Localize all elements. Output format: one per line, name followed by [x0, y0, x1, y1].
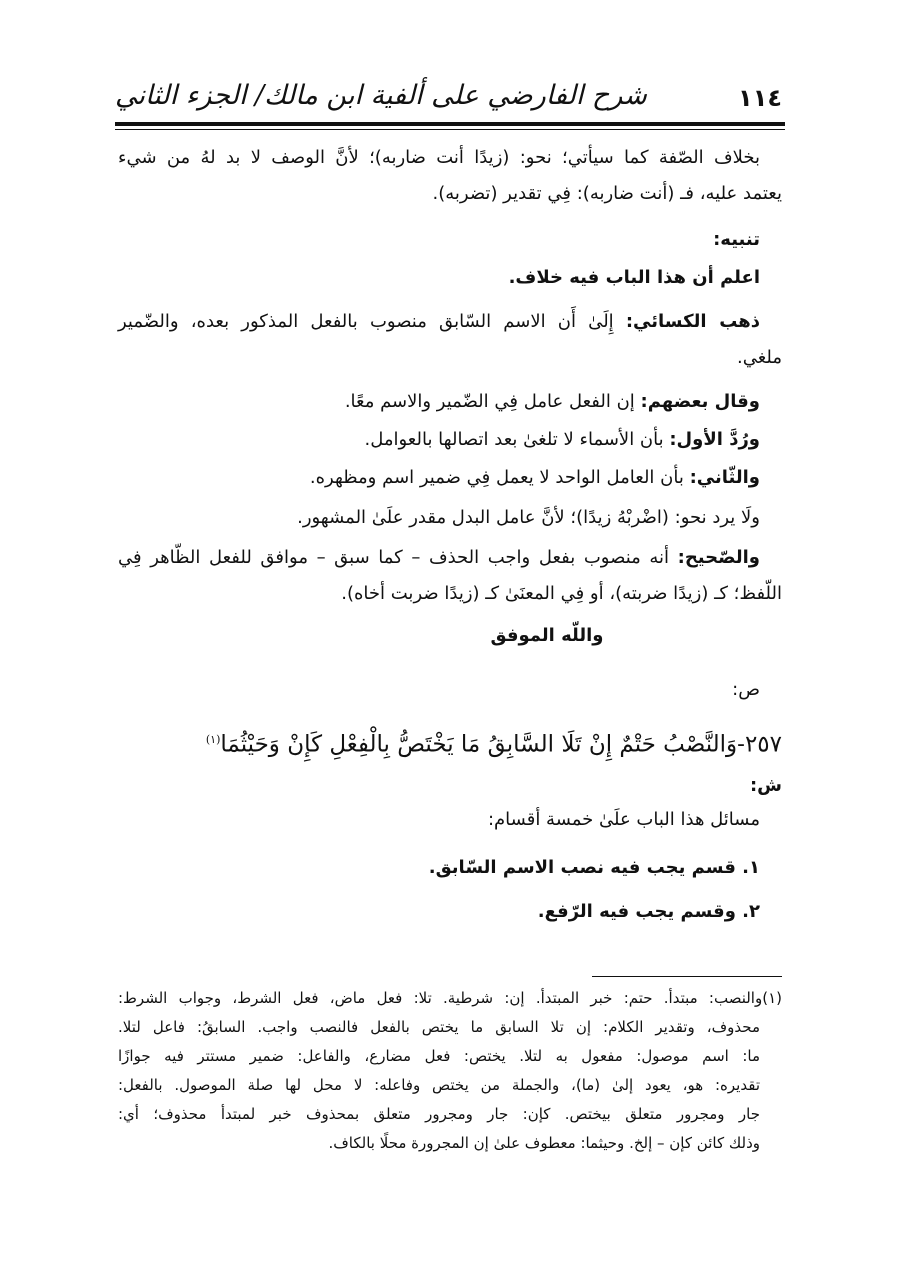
text-line: وقال بعضهم: إن الفعل عامل فِي الضّمير والاسم معًا.: [344, 391, 760, 412]
page-number: ١١٤: [738, 84, 782, 112]
text-line: ذهب الكسائي: إِلَىٰ أَن الاسم السّابق منصوب بالفعل المذكور بعده، والضّمير: [118, 311, 760, 332]
footnote-rule: [592, 976, 782, 977]
footnote-marker: (١): [205, 733, 221, 746]
text-line: والثّاني: بأن العامل الواحد لا يعمل فِي ضمير اسم ومظهره.: [309, 467, 760, 488]
footnote-line: جار ومجرور متعلق بيختص. كإن: جار ومجرور متعلق بمحذوف خبر لمبتدأ محذوف؛ أي:: [118, 1105, 760, 1123]
text-line: يعتمد عليه، فـ (أنت ضاربه): فِي تقدير (تضربه).: [432, 183, 782, 204]
poem-verse: ٢٥٧-وَالنَّصْبُ حَتْمٌ إِنْ تَلَا السَّابِقُ مَا يَخْتَصُّ بِالْفِعْلِ كَإِنْ وَحَيْثُمَا$^{(١)}$: [205, 731, 782, 758]
closing-phrase: واللّه الموفق: [490, 625, 604, 646]
running-title: شرح الفارضي على ألفية ابن مالك/ الجزء الثاني: [115, 80, 647, 111]
text-line: ملغي.: [736, 347, 782, 368]
footnote-line: (١)والنصب: مبتدأ. حتم: خبر المبتدأ. إن: شرطية. تلا: فعل ماض، فعل الشرط، وجواب الشرط:: [118, 989, 782, 1007]
footnote-line: تقديره: هو، يعود إلىٰ (ما)، والجملة من يختص وفاعله: لا محل لها صلة الموصول. بالفعل:: [118, 1076, 760, 1094]
text-line: ولَا يرد نحو: (اضْربْهُ زيدًا)؛ لأنَّ عامل البدل مقدر علَىٰ المشهور.: [297, 507, 760, 528]
text-line: اعلم أن هذا الباب فيه خلاف.: [508, 267, 760, 288]
footnote-line: ما: اسم موصول: مفعول به لتلا. يختص: فعل مضارع، والفاعل: ضمير مستتر فيه جوازًا: [118, 1047, 760, 1065]
text-line: والصّحيح: أنه منصوب بفعل واجب الحذف – كما سبق – موافق للفعل الظّاهر فِي: [118, 547, 760, 568]
footnote-line: وذلك كائن كإن – إلخ. وحيثما: معطوف علىٰ إن المجرورة محلًا بالكاف.: [328, 1134, 760, 1152]
list-item: ٢. وقسم يجب فيه الرّفع.: [537, 901, 760, 922]
header-rule-thick: [115, 122, 785, 126]
sad-marker: ص:: [732, 679, 760, 700]
text-line: بخلاف الصّفة كما سيأتي؛ نحو: (زيدًا أنت ضاربه)؛ لأنَّ الوصف لا بد لهُ من شيء: [118, 147, 760, 168]
footnote-line: محذوف، وتقدير الكلام: إن تلا السابق ما يختص بالفعل فالنصب واجب. السابقُ: فاعل لتلا.: [118, 1018, 760, 1036]
section-heading: تنبيه:: [713, 229, 760, 250]
text-line: ورُدَّ الأول: بأن الأسماء لا تلغىٰ بعد اتصالها بالعوامل.: [364, 429, 760, 450]
list-item: ١. قسم يجب فيه نصب الاسم السّابق.: [428, 857, 760, 878]
text-line: مسائل هذا الباب علَىٰ خمسة أقسام:: [487, 809, 760, 830]
page-header: [115, 78, 782, 118]
text-line: اللّفظ؛ كـ (زيدًا ضربته)، أو فِي المعنَىٰ كـ (زيدًا ضربت أخاه).: [341, 583, 782, 604]
shin-marker: ش:: [749, 775, 782, 796]
header-rule-thin: [115, 129, 785, 130]
